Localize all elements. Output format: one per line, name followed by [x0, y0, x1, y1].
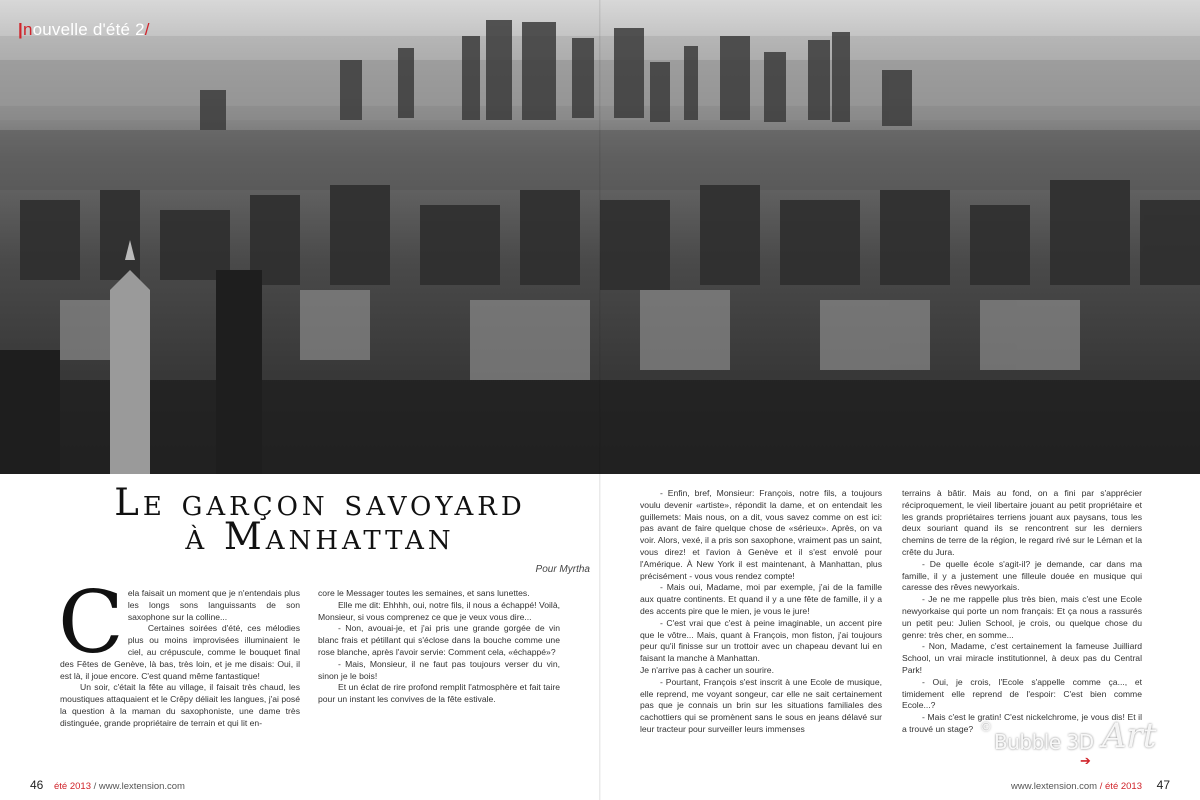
footer-separator: /	[1099, 781, 1103, 792]
paragraph: - Oui, je crois, l'Ecole s'appelle comme ça..., et timidement elle reprend de l'espoir: C'est bien comme Ecole...?	[902, 676, 1142, 711]
section-label: ouvelle d'été 2	[32, 20, 145, 39]
text-column-2	[318, 588, 560, 706]
paragraph-text: ela faisait un moment que je n'entendais plus les longs sons languissants de son saxophone sur la colline...	[127, 588, 300, 622]
paragraph: - Je ne me rappelle plus très bien, mais c'est une Ecole newyorkaise qui porte un nom français: Et ça nous a rassurés un petit peu: Julien School, je crois, ou quelque chose du genre: très cher, en somme...	[902, 594, 1142, 640]
paragraph: Elle me dit: Ehhhh, oui, notre fils, il nous a échappé! Voilà, Monsieur, si vous comprenez ce que je veux vous dire...	[318, 599, 560, 622]
copyright-icon: ©	[980, 720, 992, 734]
text-column-4	[902, 488, 1142, 736]
text-column-1	[58, 573, 300, 730]
footer-url[interactable]: www.lextension.com	[1011, 781, 1098, 792]
section-slash: /	[144, 20, 150, 39]
page-spine	[599, 0, 601, 800]
paragraph: - Pourtant, François s'est inscrit à une Ecole de musique, elle reprend, me voyant songeur, car elle ne sait certainement pas que je connais un brin sur les situations familiales des cachottiers qui se promènent sans le sous en jeans délavé sur leur tracteur pour surveiller leurs immenses	[640, 676, 882, 734]
paragraph: terrains à bâtir. Mais au fond, on a fini par s'apprécier réciproquement, le vieil libertaire jouant au petit propriétaire et les grands propriétaires terriens jouant aux paysans, tous les deux souriant quand ils se rencontrent sur les derniers chemins de terre de la région, le regard rivé sur le Léman et la crête du Jura.	[902, 488, 1142, 557]
paragraph: - De quelle école s'agit-il? je demande, car dans ma famille, il y a justement une filleule douée en musique qui caresse des rêves newyorkais.	[902, 558, 1142, 593]
paragraph: - Non, Madame, c'est certainement la fameuse Juilliard School, un vrai miracle institutionnel, à deux pas du Central Park!	[902, 641, 1142, 675]
section-bar: |	[18, 20, 23, 39]
paragraph: - Mais oui, Madame, moi par exemple, j'ai de la famille aux quatre continents. Et quand il y a une fête de famille, il y a des accents pire que le mien, je vous le jure!	[640, 582, 882, 616]
watermark-text: Bubble 3D	[994, 730, 1094, 754]
footer-season: été 2013	[1105, 781, 1142, 792]
paragraph: - Enfin, bref, Monsieur: François, notre fils, a toujours voulu devenir «artiste», répondit la dame, et on entendait les guillemets: Mais nous, on a dit, vous savez comme on est ici: pas avant de faire quelque chose de «sérieux». Après, on va voir. Alors, vexé, il a pris son saxophone, vraiment pas un saint, vous direz! et l'avion à Genève et il s'est envolé pour l'Amérique. À New York il est maintenant, à Manhattan, plus précisément - vous vous rendez compte!	[640, 488, 882, 581]
paragraph: Je n'arrive pas à cacher un sourire.	[640, 664, 774, 675]
footer-separator: /	[93, 781, 97, 792]
footer-left	[30, 778, 185, 792]
watermark-art-text: Art	[1102, 716, 1157, 756]
title-line-2: à Manhattan	[185, 515, 455, 558]
byline: Pour Myrtha	[535, 564, 590, 575]
text-column-3	[640, 488, 882, 736]
section-tag	[18, 20, 150, 40]
watermark	[980, 716, 1180, 772]
paragraph: Certaines soirées d'été, ces mélodies plus ou moins improvisées illuminaient le ciel, au crépuscule, comme le bouquet final des Fêtes de Genève, là bas, très loin, et je me disais: Oui, il est là, il joue encore. C'est quand même fantastique!	[60, 623, 300, 681]
paragraph: Un soir, c'était la fête au village, il faisait très chaud, les moustiques attaquaient et le Crêpy déliait les langues, j'ai posé la question à la maman du saxophoniste, une dame très distinguée, grande propriétaire de terrain et qui lit en-	[60, 682, 300, 728]
footer-url[interactable]: www.lextension.com	[98, 781, 185, 792]
paragraph: Et un éclat de rire profond remplit l'atmosphère et fait taire pour un instant les convives de la fête estivale.	[318, 682, 560, 705]
footer-right	[1011, 778, 1170, 792]
paragraph: - Mais c'est le gratin! C'est nickelchrome, je vous dis! Et il a trouvé un stage?	[902, 712, 1142, 734]
drop-cap: C	[58, 573, 124, 673]
article-title	[60, 481, 580, 558]
page-number-left: 46	[30, 778, 44, 792]
continue-arrow-icon: ➔	[1080, 753, 1091, 768]
paragraph: core le Messager toutes les semaines, et sans lunettes.	[318, 588, 530, 598]
footer-season: été 2013	[54, 781, 91, 792]
paragraph: - C'est vrai que c'est à peine imaginable, un accent pire que le vôtre... Mais, quant à François, mon fiston, j'ai toujours peur qu'il finisse sur un trottoir avec un chapeau devant lui en faisant la manche à Manhattan.	[640, 617, 882, 664]
paragraph: - Non, avouai-je, et j'ai pris une grande gorgée de vin blanc frais et pétillant qui s'éclose dans la bouche comme une rose blanche, après l'avoir servie: Comment cela, «échappé»?	[318, 623, 560, 657]
paragraph: - Mais, Monsieur, il ne faut pas toujours verser du vin, sinon je le bois!	[318, 658, 560, 681]
section-first-letter: n	[22, 20, 33, 39]
title-line-1: Le garçon savoyard	[114, 481, 526, 524]
page-number-right: 47	[1156, 778, 1170, 792]
